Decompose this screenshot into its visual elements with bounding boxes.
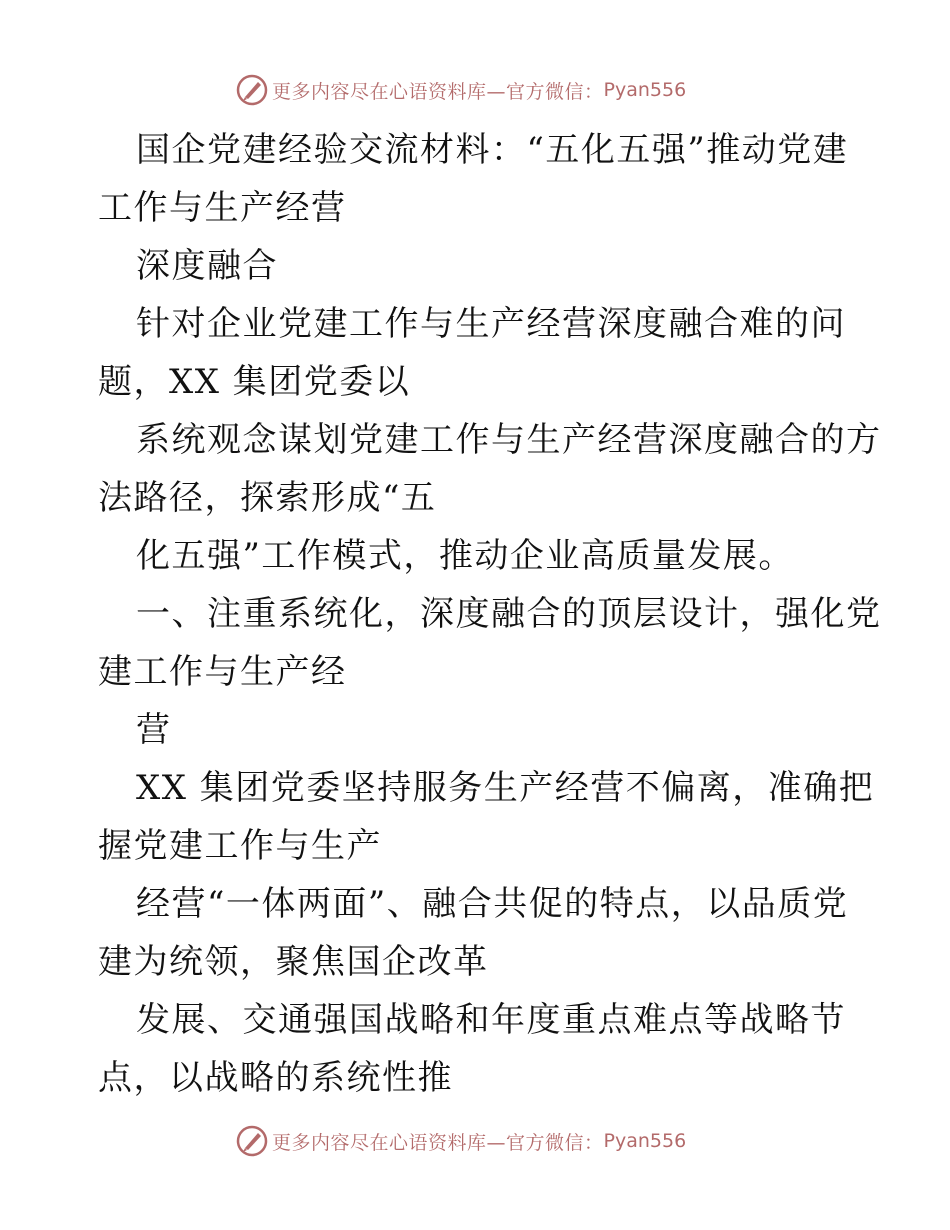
watermark-text: 更多内容尽在心语资料库—官方微信： xyxy=(272,80,604,103)
text-line: 点，以战略的系统性推 xyxy=(98,1058,453,1098)
watermark-footer xyxy=(236,1124,686,1158)
text-line: 工作与生产经营 xyxy=(98,188,347,228)
text-line: 握党建工作与生产 xyxy=(98,826,382,866)
text-line: 建工作与生产经 xyxy=(98,652,347,692)
text-line: 发展、交通强国战略和年度重点难点等战略节 xyxy=(136,1000,846,1040)
watermark-wechat-id: Pyan556 xyxy=(603,1130,687,1152)
text-line: 题，XX 集团党委以 xyxy=(98,362,411,402)
text-line: XX 集团党委坚持服务生产经营不偏离，准确把 xyxy=(136,768,875,808)
text-line: 化五强”工作模式，推动企业高质量发展。 xyxy=(136,536,794,576)
document-body xyxy=(98,121,882,1107)
text-line: 深度融合 xyxy=(136,246,278,286)
text-line: 系统观念谋划党建工作与生产经营深度融合的方 xyxy=(136,420,882,460)
pen-logo-icon xyxy=(236,74,268,106)
text-line: 针对企业党建工作与生产经营深度融合难的问 xyxy=(136,304,846,344)
text-line: 法路径，探索形成“五 xyxy=(98,478,437,518)
watermark-text: 更多内容尽在心语资料库—官方微信： xyxy=(272,1131,604,1154)
pen-logo-icon xyxy=(236,1125,268,1157)
text-line: 一、注重系统化，深度融合的顶层设计，强化党 xyxy=(136,594,882,634)
text-line: 国企党建经验交流材料：“五化五强”推动党建 xyxy=(136,130,849,170)
text-line: 经营“一体两面”、融合共促的特点，以品质党 xyxy=(136,884,849,924)
text-line: 营 xyxy=(136,710,172,750)
watermark-wechat-id: Pyan556 xyxy=(603,79,687,101)
text-line: 建为统领，聚焦国企改革 xyxy=(98,942,489,982)
watermark-header xyxy=(236,73,686,107)
